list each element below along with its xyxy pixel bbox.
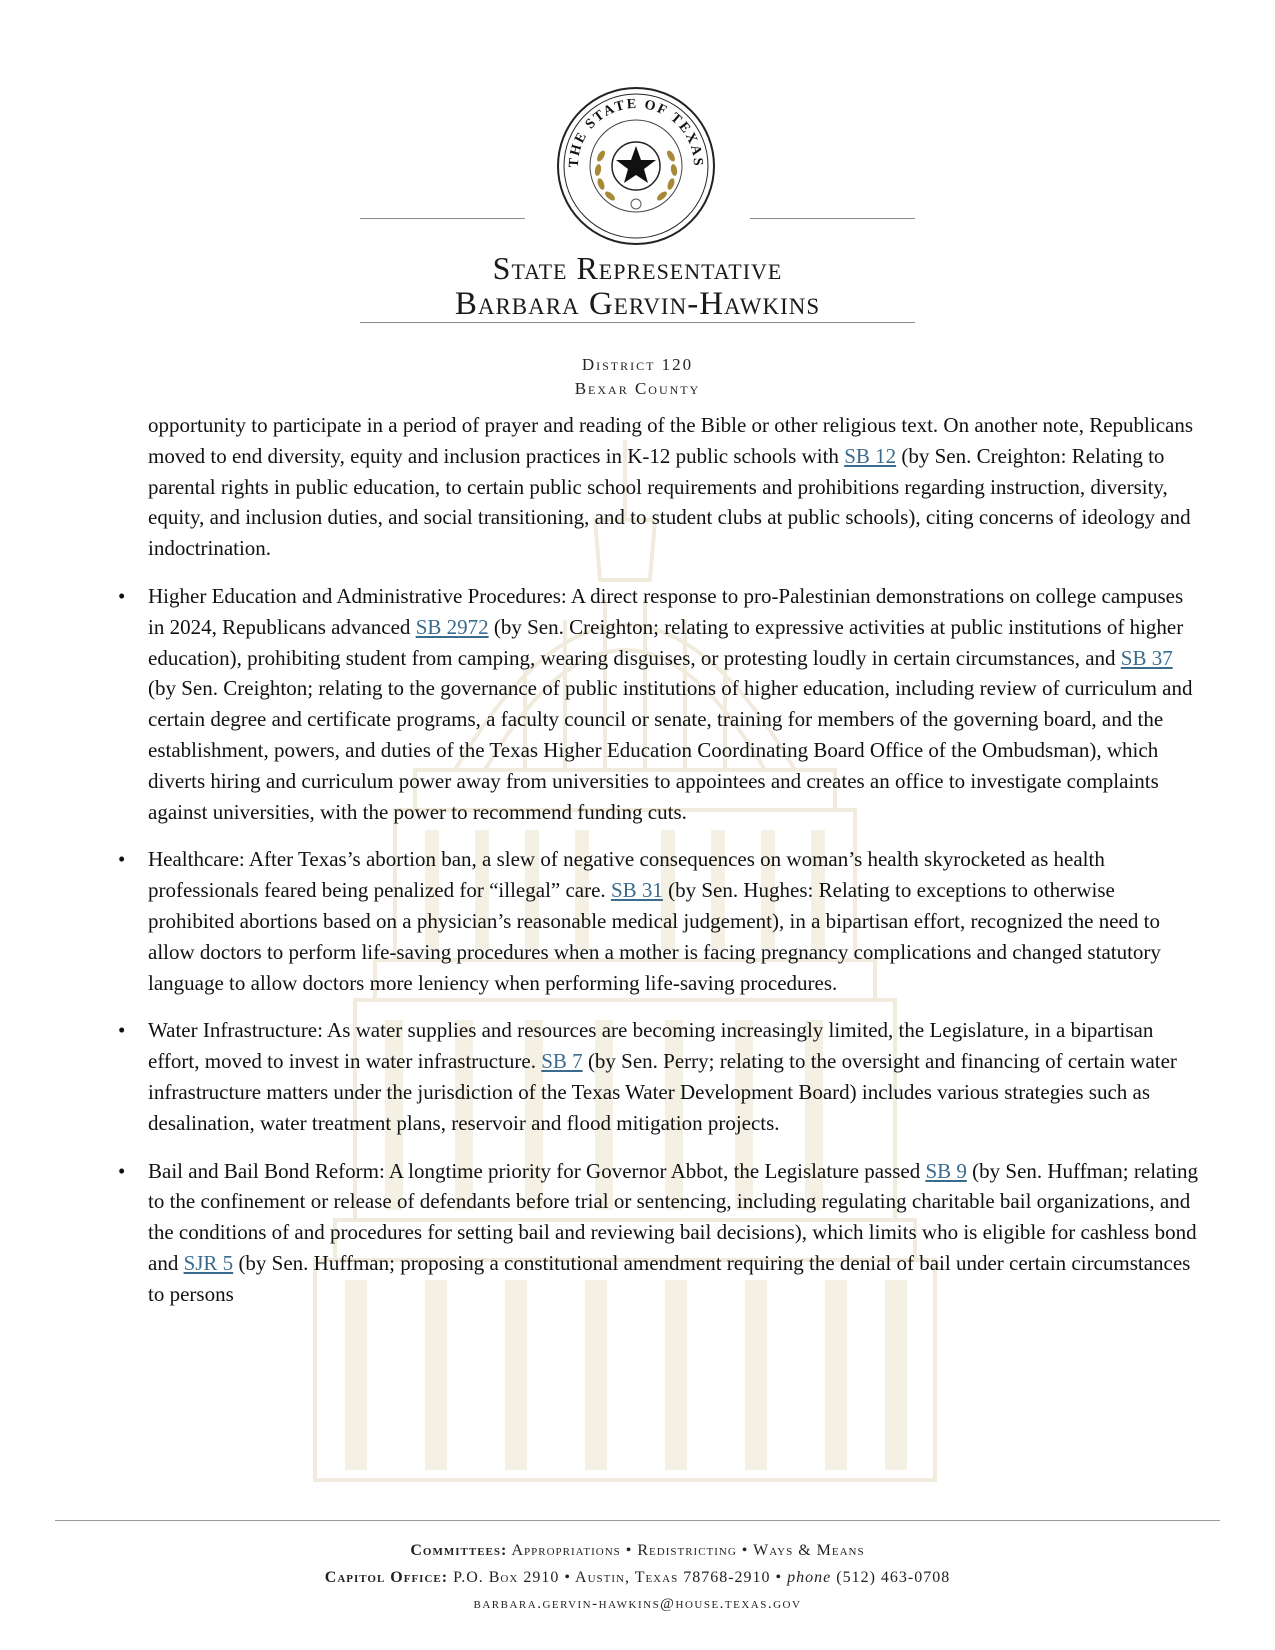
footer-email[interactable]: barbara.gervin-hawkins@house.texas.gov	[473, 1596, 802, 1612]
link-sjr-5[interactable]: SJR 5	[183, 1250, 234, 1275]
bullet-marker: •	[118, 1018, 126, 1043]
link-sb-9[interactable]: SB 9	[925, 1158, 967, 1183]
footer-rule	[55, 1520, 1220, 1521]
header-rule-left	[360, 218, 525, 219]
svg-text:THE STATE OF TEXAS: THE STATE OF TEXAS	[566, 96, 706, 169]
bullet-marker: •	[118, 847, 126, 872]
document-body	[118, 410, 1200, 1327]
footer-committees: Committees: Appropriations • Redistricting • Ways & Means	[410, 1542, 865, 1559]
link-sb-12[interactable]: SB 12	[844, 443, 897, 468]
intro-paragraph: opportunity to participate in a period of prayer and reading of the Bible or other religious text. On another note, Republicans moved to end diversity, equity and inclusion practices in K-12 public schools with SB 12 (by Sen. Creighton: Relating to parental rights in public education, to certain public school requirements and prohibitions regarding instruction, diversity, equity, and inclusion duties, and social transitioning, and to student clubs at public schools), citing concerns of ideology and indoctrination.	[148, 413, 1194, 561]
link-sb-31[interactable]: SB 31	[610, 878, 663, 903]
link-sb-7[interactable]: SB 7	[541, 1049, 583, 1074]
bullet-healthcare: • Healthcare: After Texas’s abortion ban, a slew of negative consequences on woman’s health skyrocketed as health professionals feared being penalized for “illegal” care. SB 31 (by Sen. Hughes: Relating to exceptions to otherwise prohibited abortions based on a physician’s reasonable medical judgement), in a bipartisan effort, recognized the need to allow doctors to perform life-saving procedures when a mother is facing pregnancy complications and changed statutory language to allow doctors more leniency when performing life-saving procedures.	[118, 844, 1200, 998]
bullet-higher-education: • Higher Education and Administrative Procedures: A direct response to pro-Palestinian demonstrations on college campuses in 2024, Republicans advanced SB 2972 (by Sen. Creighton; relating to expressive activities at public institutions of higher education), prohibiting student from camping, wearing disguises, or protesting loudly in certain circumstances, and SB 37 (by Sen. Creighton; relating to the governance of public institutions of higher education, including review of curriculum and certain degree and certificate programs, a faculty council or senate, training for members of the governing board, and the establishment, powers, and duties of the Texas Higher Education Coordinating Board Office of the Ombudsman), which diverts hiring and curriculum power away from universities to appointees and creates an office to investigate complaints against universities, with the power to recommend funding cuts.	[118, 581, 1200, 827]
bullet-marker: •	[118, 1158, 126, 1183]
link-sb-37[interactable]: SB 37	[1120, 645, 1173, 670]
bullet-bail-reform: • Bail and Bail Bond Reform: A longtime priority for Governor Abbot, the Legislature passed SB 9 (by Sen. Huffman; relating to the confinement or release of defendants before trial or sentencing, including regulating charitable bail organizations, and the conditions of and procedures for setting bail and reviewing bail decisions), which limits who is eligible for cashless bond and SJR 5 (by Sen. Huffman; proposing a constitutional amendment requiring the denial of bail under certain circumstances to persons	[118, 1156, 1200, 1310]
header-rule-bottom	[360, 322, 915, 323]
office-title: State Representative	[492, 250, 783, 286]
bullet-marker: •	[118, 583, 126, 608]
representative-name: Barbara Gervin-Hawkins	[454, 286, 821, 322]
link-sb-2972[interactable]: SB 2972	[415, 614, 489, 639]
header-rule-right	[750, 218, 915, 219]
county-label: Bexar County	[574, 379, 701, 398]
district-label: District 120	[581, 355, 694, 374]
footer-office: Capitol Office: P.O. Box 2910 • Austin, Texas 78768-2910 • phone (512) 463-0708	[324, 1569, 951, 1586]
bullet-water-infrastructure: • Water Infrastructure: As water supplies and resources are becoming increasingly limited, the Legislature, in a bipartisan effort, moved to invest in water infrastructure. SB 7 (by Sen. Perry; relating to the oversight and financing of certain water infrastructure matters under the jurisdiction of the Texas Water Development Board) includes various strategies such as desalination, water treatment plans, reservoir and flood mitigation projects.	[118, 1015, 1200, 1138]
texas-seal-icon	[556, 86, 716, 246]
